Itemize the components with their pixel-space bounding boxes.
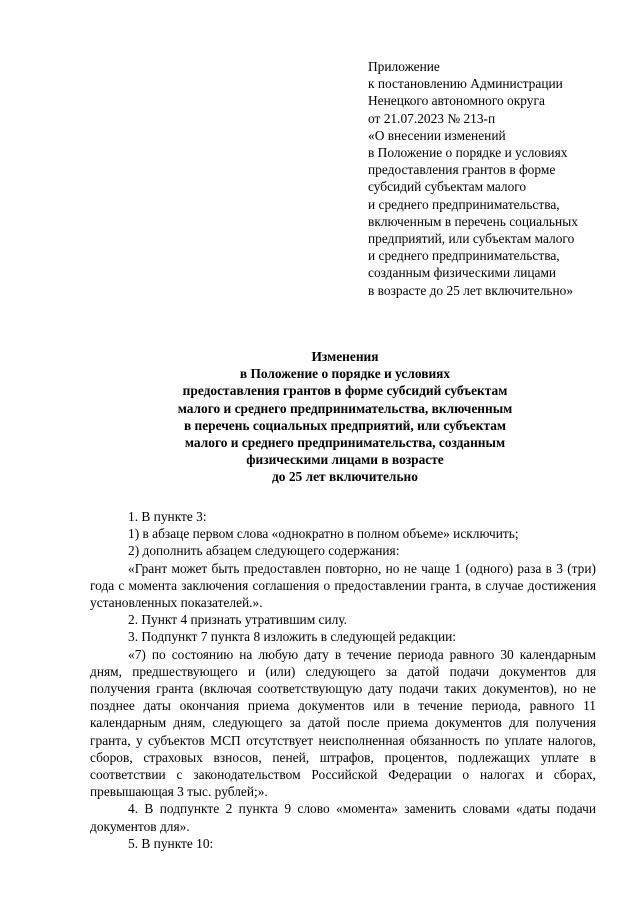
appendix-line: Приложение <box>368 59 440 74</box>
appendix-line: Ненецкого автономного округа <box>368 93 545 109</box>
appendix-line: от 21.07.2023 № 213-п <box>368 110 496 126</box>
title-line: предоставления грантов в форме субсидий субъектам <box>182 383 508 399</box>
title-line: в Положение о порядке и условиях <box>239 366 451 382</box>
appendix-line: предприятий, или субъектам малого <box>368 231 575 247</box>
title-line: до 25 лет включительно <box>272 469 418 485</box>
appendix-line: и среднего предпринимательства, <box>368 196 560 212</box>
document-title <box>90 348 600 486</box>
appendix-line: предоставления грантов в форме <box>368 162 556 178</box>
body-paragraph: 3. Подпункт 7 пункта 8 изложить в следующей редакции: <box>128 629 456 645</box>
body-paragraph: 4. В подпункте 2 пункта 9 слово «момента» заменить словами «даты подачи документов для». <box>90 801 596 834</box>
appendix-line: к постановлению Администрации <box>368 76 563 92</box>
title-line: Изменения <box>311 349 379 364</box>
title-line: малого и среднего предпринимательства, созданным <box>184 435 506 451</box>
appendix-line: созданным физическими лицами <box>368 265 557 281</box>
appendix-line: субсидий субъектам малого <box>368 179 527 195</box>
body-paragraph: 1. В пункте 3: <box>128 509 207 524</box>
title-line: физическими лицами в возрасте <box>246 452 444 468</box>
document-body <box>90 508 596 852</box>
appendix-line: «О внесении изменений <box>368 127 506 143</box>
body-paragraph: 1) в абзаце первом слова «однократно в полном объеме» исключить; <box>128 526 519 542</box>
appendix-line: в возрасте до 25 лет включительно» <box>368 282 574 298</box>
body-paragraph: 5. В пункте 10: <box>128 835 214 851</box>
appendix-line: в Положение о порядке и условиях <box>368 145 568 161</box>
appendix-block <box>368 58 628 299</box>
title-line: в перечень социальных предприятий, или субъектам <box>183 417 507 433</box>
body-paragraph: 2. Пункт 4 признать утратившим силу. <box>128 612 348 628</box>
appendix-line: и среднего предпринимательства, <box>368 248 560 264</box>
title-line: малого и среднего предпринимательства, включенным <box>177 400 513 416</box>
appendix-line: включенным в перечень социальных <box>368 213 578 229</box>
body-paragraph: «Грант может быть предоставлен повторно, но не чаще 1 (одного) раза в 3 (три) года с момента заключения соглашения о предоставлении гранта, в случае достижения установленных показателей.». <box>90 560 596 611</box>
body-paragraph: «7) по состоянию на любую дату в течение периода равного 30 календарным дням, предшествующего и (или) следующего за датой подачи документов для получения гранта (включая соответствующую дату подачи таких документов), но не позднее даты окончания приема документов или в течение периода, равного 11 календарным дням, следующего за датой после приема документов для получения гранта, у субъектов МСП отсутствует неисполненная обязанность по уплате налогов, сборов, страховых взносов, пеней, штрафов, процентов, подлежащих уплате в соответствии с законодательством Российской Федерации о налогах и сборах, превышающая 3 тыс. рублей;». <box>90 646 596 800</box>
body-paragraph: 2) дополнить абзацем следующего содержания: <box>128 543 400 559</box>
